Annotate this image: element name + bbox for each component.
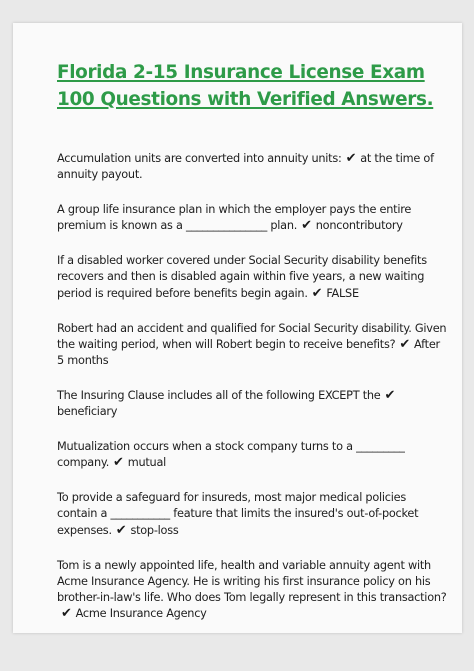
question-text: If a disabled worker covered under Social Security disability benefits recovers and then is disabled again within five years, a new waiting period is required before benefits begin again. xyxy=(57,254,427,300)
answer-text: noncontributory xyxy=(315,219,403,233)
question-text: To provide a safeguard for insureds, most major medical policies contain a ___________ feature that limits the insured's out-of-pocket expenses. xyxy=(57,491,419,537)
qa-item xyxy=(57,151,449,183)
qa-item xyxy=(57,558,449,622)
qa-item xyxy=(57,388,449,420)
checkmark-icon: ✔ xyxy=(345,151,357,166)
answer-text: After 5 months xyxy=(57,337,440,367)
qa-item xyxy=(57,490,449,538)
checkmark-icon: ✔ xyxy=(113,455,124,471)
checkmark-icon: ✔ xyxy=(384,387,396,403)
question-text: The Insuring Clause includes all of the following EXCEPT the xyxy=(57,388,381,402)
answer-text: mutual xyxy=(127,456,167,470)
qa-item xyxy=(57,321,449,369)
question-text: Mutualization occurs when a stock company turns to a _________ company. xyxy=(57,440,405,470)
qa-item xyxy=(57,202,449,234)
title-line-2: 100 Questions with Verified Answers. xyxy=(57,89,434,110)
question-text: A group life insurance plan in which the employer pays the entire premium is known as a _______________ plan. xyxy=(57,203,412,233)
answer-text: stop-loss xyxy=(130,523,179,537)
qa-item xyxy=(57,253,449,301)
question-text: Robert had an accident and qualified for Social Security disability. Given the waiting period, when will Robert begin to receive benefits? xyxy=(57,321,447,351)
answer-text: Acme Insurance Agency xyxy=(75,606,207,620)
qa-list xyxy=(57,151,449,641)
title-line-1: Florida 2-15 Insurance License Exam xyxy=(57,62,425,83)
answer-text: FALSE xyxy=(326,286,359,300)
checkmark-icon: ✔ xyxy=(301,218,312,234)
question-text: Accumulation units are converted into annuity units: xyxy=(57,152,342,165)
checkmark-icon: ✔ xyxy=(61,605,72,621)
question-text: Tom is a newly appointed life, health and variable annuity agent with Acme Insurance Agency. He is writing his first insurance policy on his brother-in-law's life. Who does Tom legally represent in this transaction? xyxy=(57,558,447,604)
checkmark-icon: ✔ xyxy=(115,522,127,538)
checkmark-icon: ✔ xyxy=(399,336,411,352)
answer-text: beneficiary xyxy=(57,405,118,419)
checkmark-icon: ✔ xyxy=(311,285,323,301)
document-title xyxy=(57,59,449,113)
answer-text: at the time of annuity payout. xyxy=(57,152,434,182)
document-page xyxy=(13,23,462,633)
qa-item xyxy=(57,439,449,471)
